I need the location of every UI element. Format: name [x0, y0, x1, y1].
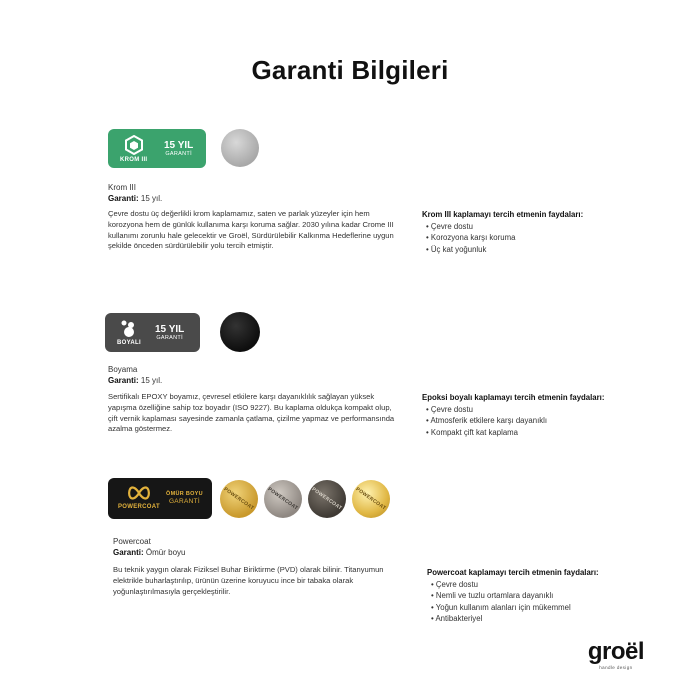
infinity-icon	[126, 484, 152, 502]
boya-garanti-label: Garanti:	[108, 376, 139, 385]
list-item: • Çevre dostu	[426, 221, 583, 233]
powercoat-badge-title: ÖMÜR BOYU	[166, 491, 203, 497]
brand-logo	[588, 640, 644, 670]
krom-garanti-label: Garanti:	[108, 194, 139, 203]
list-item: • Antibakteriyel	[431, 613, 599, 625]
powercoat-description: Bu teknik yaygın olarak Fiziksel Buhar Biriktirme (PVD) olarak bilinir. Titanyumun elektrikle buharlaştırılıp, ürünün üzerine koruyucu ince bir tabaka olarak yoğunlaştırılmasıyla gerçekleştirilir.	[113, 565, 384, 596]
list-item: • Kompakt çift kat kaplama	[426, 427, 604, 439]
powercoat-swatch-brass	[352, 480, 390, 518]
list-item: • Korozyona karşı koruma	[426, 232, 583, 244]
boya-benefits	[422, 392, 604, 438]
krom-badge	[108, 129, 206, 168]
powercoat-badge	[108, 478, 212, 519]
krom-description: Çevre dostu üç değerlikli krom kaplamamız, saten ve parlak yüzeyler için hem korozyona hem de günlük kullanıma karşı koruma sağlar. 2030 yılına kadar Crome III kullanımı zorunlu hale gelecektir ve Groël, Sürdürülebilir Kalkınma Hedeflerine uygun şekilde önceden sürdürülebilir yolu tercih etmiştir.	[108, 209, 394, 251]
powercoat-garanti-label: Garanti:	[113, 548, 144, 557]
powercoat-swatch-label: POWERCOAT	[310, 486, 344, 512]
boyali-badge-label: BOYALI	[117, 340, 141, 346]
powercoat-swatch-gold	[220, 480, 258, 518]
list-item: • Üç kat yoğunluk	[426, 244, 583, 256]
list-item: • Atmosferik etkilere karşı dayanıklı	[426, 415, 604, 427]
powercoat-benefits	[427, 567, 599, 625]
boyali-badge-garanti: GARANTİ	[156, 335, 183, 341]
krom-badge-label: KROM III	[120, 157, 148, 163]
powercoat-badge-garanti: GARANTİ	[168, 497, 200, 505]
list-item: • Yoğun kullanım alanları için mükemmel	[431, 602, 599, 614]
boya-benefits-title: Epoksi boyalı kaplamayı tercih etmenin faydaları:	[422, 393, 605, 402]
krom-badge-garanti: GARANTİ	[165, 151, 192, 157]
list-item: • Nemli ve tuzlu ortamlara dayanıklı	[431, 590, 599, 602]
powercoat-swatch-label: POWERCOAT	[354, 486, 388, 512]
boya-info	[108, 364, 162, 386]
krom-badge-years: 15 YIL	[164, 140, 194, 151]
powercoat-info	[113, 536, 185, 558]
boya-garanti-value: 15 yıl.	[138, 376, 163, 385]
powercoat-swatch-label: POWERCOAT	[222, 486, 256, 512]
boyali-badge	[105, 313, 200, 352]
krom-benefits	[422, 209, 583, 255]
powercoat-swatch-label: POWERCOAT	[266, 486, 300, 512]
hexagon-icon	[124, 135, 144, 155]
krom-garanti-value: 15 yıl.	[138, 194, 163, 203]
brand-name: groël	[587, 638, 644, 665]
powercoat-benefits-title: Powercoat kaplamayı tercih etmenin faydaları:	[427, 568, 599, 577]
boya-description: Sertifikalı EPOXY boyamız, çevresel etkilere karşı dayanıklılık sağlayan yüksek yapışma özelliğine sahip toz boyadır (ISO 9227). Bu kaplama oldukça kompakt olup, çift vernik kaplaması sayesinde zamanla çatlama, çizilme yapmaz ve performansında azalma göstermez.	[108, 392, 395, 434]
powercoat-swatch-graphite	[308, 480, 346, 518]
krom-benefits-title: Krom III kaplamayı tercih etmenin faydaları:	[422, 210, 584, 219]
krom-name: Krom III	[108, 183, 137, 192]
powercoat-garanti-value: Ömür boyu	[143, 548, 186, 557]
page-title: Garanti Bilgileri	[251, 55, 449, 85]
list-item: • Çevre dostu	[426, 404, 604, 416]
boyali-badge-years: 15 YIL	[155, 324, 185, 335]
krom-info	[108, 182, 162, 204]
powercoat-badge-label: POWERCOAT	[118, 504, 160, 510]
boya-name: Boyama	[108, 365, 138, 374]
powercoat-name: Powercoat	[113, 537, 151, 546]
list-item: • Çevre dostu	[431, 579, 599, 591]
krom-swatch	[221, 129, 259, 167]
boya-swatch	[220, 312, 260, 352]
brand-tagline: handle design	[599, 665, 633, 670]
paint-drops-icon	[119, 318, 139, 338]
powercoat-swatch-nickel	[264, 480, 302, 518]
